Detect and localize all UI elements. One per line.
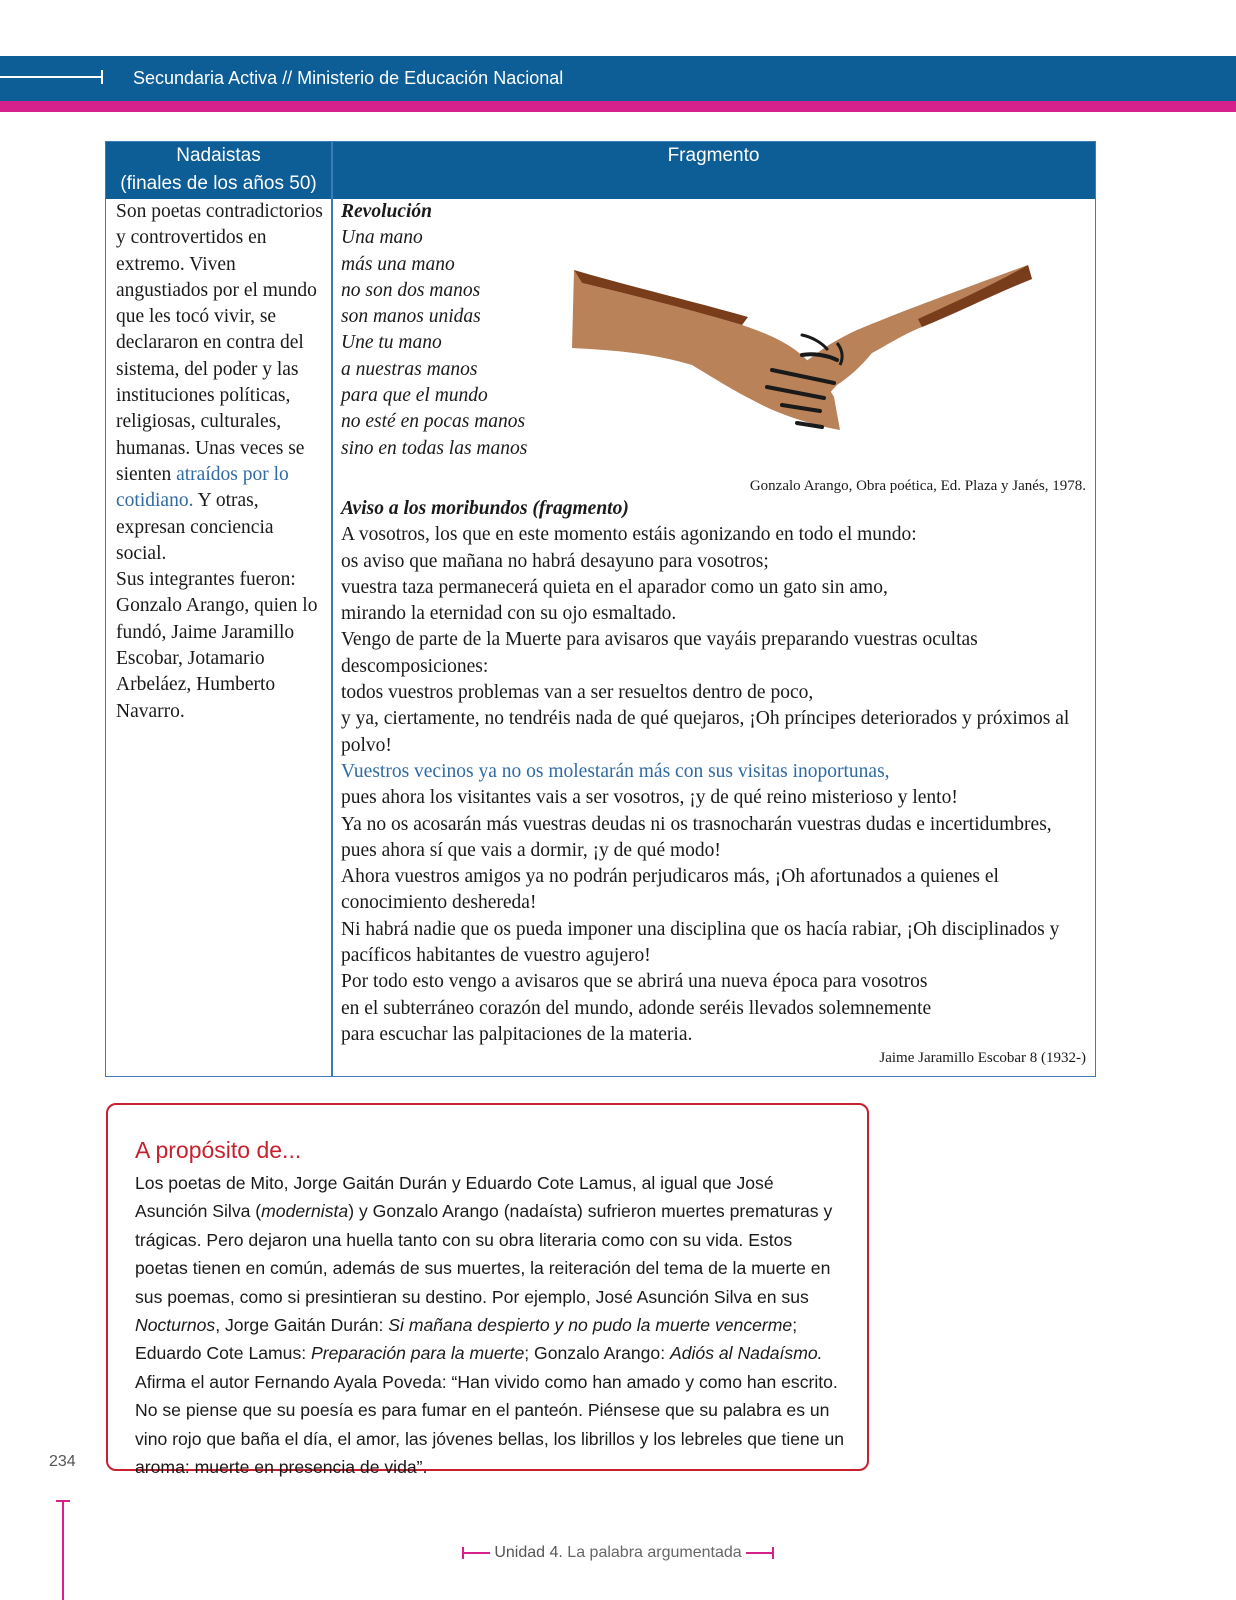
poem-text [341, 522, 1086, 1048]
page-number: 234 [49, 1453, 76, 1470]
description-text: Son poetas contradictorios y controvertidos en extremo. Viven angustiados por el mundo que les tocó vivir, se declararon en contra del sistema, del poder y las instituciones políticas, religiosas, culturales, humanas. Unas veces se sienten [116, 201, 323, 485]
box-text: Afirma el autor Fernando Ayala Poveda: “Han vivido como han amado y como han escrito. No se piense que su poesía es para fumar en el panteón. Piénsese que su palabra es un vino rojo que baña el día, el amor, las jóvenes bellas, los librillos y los lebreles que tiene un aroma: muerte en presencia de vida”. [135, 1371, 845, 1478]
box-title: A propósito de... [135, 1137, 302, 1163]
poem-credit: Gonzalo Arango, Obra poética, Ed. Plaza y Janés, 1978. [749, 477, 1086, 494]
box-italic: Nocturnos [135, 1315, 216, 1336]
header-rule-tick [101, 70, 103, 84]
box-italic: modernista [261, 1201, 349, 1222]
poem-line: a nuestras manos [341, 358, 478, 380]
poem-title: Revolución [341, 201, 432, 222]
poem-credit: Jaime Jaramillo Escobar 8 (1932-) [879, 1050, 1086, 1067]
footer-unit: Unidad 4. [494, 1544, 563, 1561]
poem-line: mirando la eternidad con su ojo esmaltado. [341, 603, 677, 625]
poem-line: os aviso que mañana no habrá desayuno para vosotros; [341, 550, 769, 572]
poem-line: Por todo esto vengo a avisaros que se abrirá una nueva época para vosotros [341, 971, 928, 993]
poem-line: sino en todas las manos [341, 437, 528, 459]
poem-line-highlight: Vuestros vecinos ya no os molestarán más con sus visitas inoportunas, [341, 760, 890, 782]
column-header-nadaistas [106, 142, 331, 199]
poem-line: y ya, ciertamente, no tendréis nada de qué quejaros, ¡Oh príncipes deteriorados y próximos al polvo! [341, 708, 1070, 756]
description-text: Y otras, expresan conciencia social. [116, 490, 274, 564]
poem-line: Ahora vuestros amigos ya no podrán perjudicaros más, ¡Oh afortunados a quienes el conocimiento deshereda! [341, 866, 999, 914]
description-members: Sus integrantes fueron: Gonzalo Arango, quien lo fundó, Jaime Jaramillo Escobar, Jotamario Arbeláez, Humberto Navarro. [116, 569, 318, 722]
box-text: ) y Gonzalo Arango (nadaísta) sufrieron muertes prematuras y trágicas. Pero dejaron una huella tanto con su obra literaria como con su vida. Estos poetas tienen en común, además de sus muertes, la reiteración del tema de la muerte en sus poemas, como si presintieran su destino. Por ejemplo, José Asunción Silva en sus [135, 1201, 833, 1307]
poem-line: Ya no os acosarán más vuestras deudas ni os trasnocharán vuestras dudas e incertidumbres, [341, 813, 1052, 835]
poem-line: para escuchar las palpitaciones de la materia. [341, 1023, 693, 1045]
box-text: ; Gonzalo Arango: [524, 1343, 670, 1364]
column-header-line: Nadaistas [176, 145, 261, 166]
footer-title: La palabra argumentada [567, 1544, 742, 1561]
box-paragraph [135, 1169, 845, 1481]
header-accent-stripe [0, 101, 1236, 112]
poem-line: vuestra taza permanecerá quieta en el aparador como un gato sin amo, [341, 576, 888, 598]
poem-line: pues ahora los visitantes vais a ser vosotros, ¡y de qué reino misterioso y lento! [341, 787, 958, 809]
column-header-line: (finales de los años 50) [120, 173, 317, 194]
footer-rule-cap [772, 1547, 774, 1559]
poem-line: en el subterráneo corazón del mundo, adonde seréis llevados solemnemente [341, 997, 932, 1019]
header-rule [0, 76, 103, 78]
poem-line: todos vuestros problemas van a ser resueltos dentro de poco, [341, 682, 814, 704]
page-margin-rule-cap [56, 1500, 70, 1502]
footer [0, 1544, 1236, 1562]
poem-line: no son dos manos [341, 279, 481, 301]
column-header-fragmento: Fragmento [332, 142, 1095, 199]
footer-rule [464, 1552, 490, 1554]
poem-line: pues ahora sí que vais a dormir, ¡y de qué modo! [341, 839, 721, 861]
poem-line: Ni habrá nadie que os pueda imponer una disciplina que os hacía rabiar, ¡Oh disciplinados y pacíficos habitantes de vuestro agujero! [341, 918, 1060, 967]
box-text: , Jorge Gaitán Durán: [215, 1315, 389, 1336]
box-italic: Preparación para la muerte [311, 1343, 525, 1364]
box-text: ; Eduardo Cote Lamus: [135, 1315, 798, 1364]
poem-line: Vengo de parte de la Muerte para avisaros que vayáis preparando vuestras ocultas descomposiciones: [341, 629, 978, 677]
box-italic: Si mañana despierto y no pudo la muerte vencerme [388, 1315, 793, 1336]
joined-hands-illustration [572, 265, 1034, 445]
header-title: Secundaria Activa // Ministerio de Educación Nacional [133, 68, 564, 88]
poem-line: Una mano [341, 227, 423, 249]
nadaistas-description [116, 199, 326, 725]
poem-line: para que el mundo [341, 385, 488, 407]
footer-rule [746, 1552, 772, 1554]
a-proposito-box [106, 1103, 869, 1478]
column-divider [331, 142, 333, 1076]
box-italic: Adiós al Nadaísmo. [669, 1343, 823, 1364]
box-text: Los poetas de Mito, Jorge Gaitán Durán y Eduardo Cote Lamus, al igual que José Asunción Silva ( [135, 1173, 774, 1222]
poem-line: son manos unidas [341, 306, 481, 328]
poem-line: Une tu mano [341, 332, 442, 354]
description-highlight: atraídos por lo cotidiano. [116, 463, 289, 512]
poem-title: Aviso a los moribundos (fragmento) [341, 497, 629, 519]
poem-line: A vosotros, los que en este momento estáis agonizando en todo el mundo: [341, 524, 917, 546]
poem-line: más una mano [341, 253, 455, 275]
poem-line: no esté en pocas manos [341, 411, 526, 433]
